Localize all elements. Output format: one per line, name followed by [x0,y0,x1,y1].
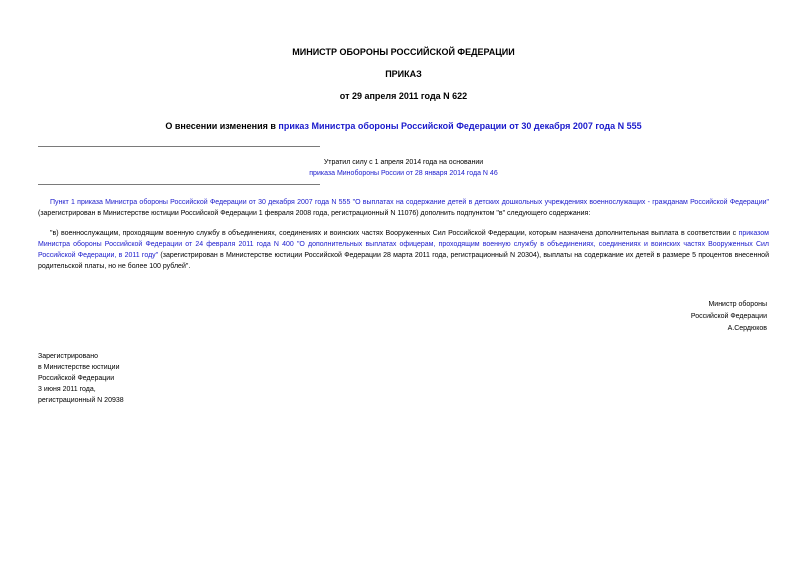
paragraph-1 [38,197,769,219]
registration-block [38,351,124,406]
document-type: ПРИКАЗ [385,69,422,79]
status-note-line2 [0,168,807,180]
paragraph-1-link[interactable]: Пункт 1 приказа Министра обороны Российской Федерации от 30 декабря 2007 года N 555 "О выплатах на содержание детей в детских дошкольных учреждениях военнослужащих - гражданам Российской Федерации" [50,199,769,206]
divider-top [38,146,320,147]
paragraph-2-text-after: (зарегистрирован в Министерстве юстиции Российской Федерации 28 марта 2011 года, регистрационный N 20304), выплаты на содержание их детей в размере 5 процентов внесенной родительской платы, но не более 100 рублей". [38,252,769,270]
signature-title: Министр обороны [708,301,767,308]
paragraph-2-text-before: "в) военнослужащим, проходящим военную службу в объединениях, соединениях и воинских частях Вооруженных Сил Российской Федерации, которым назначена дополнительная выплата в соответствии с [50,230,739,237]
ministry-heading: МИНИСТР ОБОРОНЫ РОССИЙСКОЙ ФЕДЕРАЦИИ [292,47,515,57]
divider-bottom [38,184,320,185]
paragraph-2 [38,228,769,272]
amended-order-link[interactable]: приказ Министра обороны Российской Федерации от 30 декабря 2007 года N 555 [278,121,642,131]
registration-line-4: 3 июня 2011 года, [38,386,96,393]
signature-country: Российской Федерации [690,313,767,320]
registration-line-2: в Министерстве юстиции [38,364,120,371]
signature-block [691,299,767,335]
paragraph-1-text: (зарегистрирован в Министерстве юстиции Российской Федерации 1 февраля 2008 года, регистрационный N 11076) дополнить подпунктом "в" следующего содержания: [38,210,591,217]
repeal-order-link[interactable]: приказа Минобороны России от 28 января 2014 года N 46 [309,170,498,177]
paragraph-2-link[interactable]: приказом Министра обороны Российской Федерации от 24 февраля 2011 года N 400 "О дополнительных выплатах офицерам, проходящим военную службу в объединениях, соединениях и воинских частях Вооруженных Сил Российской Федерации, в 2011 году" [38,230,769,259]
document-subtitle [0,121,807,131]
subtitle-prefix: О внесении изменения в [165,121,279,131]
document-date-number: от 29 апреля 2011 года N 622 [339,91,468,101]
status-note-line1: Утратил силу с 1 апреля 2014 года на основании [323,159,484,166]
registration-line-3: Российской Федерации [38,375,115,382]
registration-line-5: регистрационный N 20938 [38,397,124,404]
signature-name: А.Сердюков [727,325,767,332]
registration-line-1: Зарегистрировано [38,353,98,360]
